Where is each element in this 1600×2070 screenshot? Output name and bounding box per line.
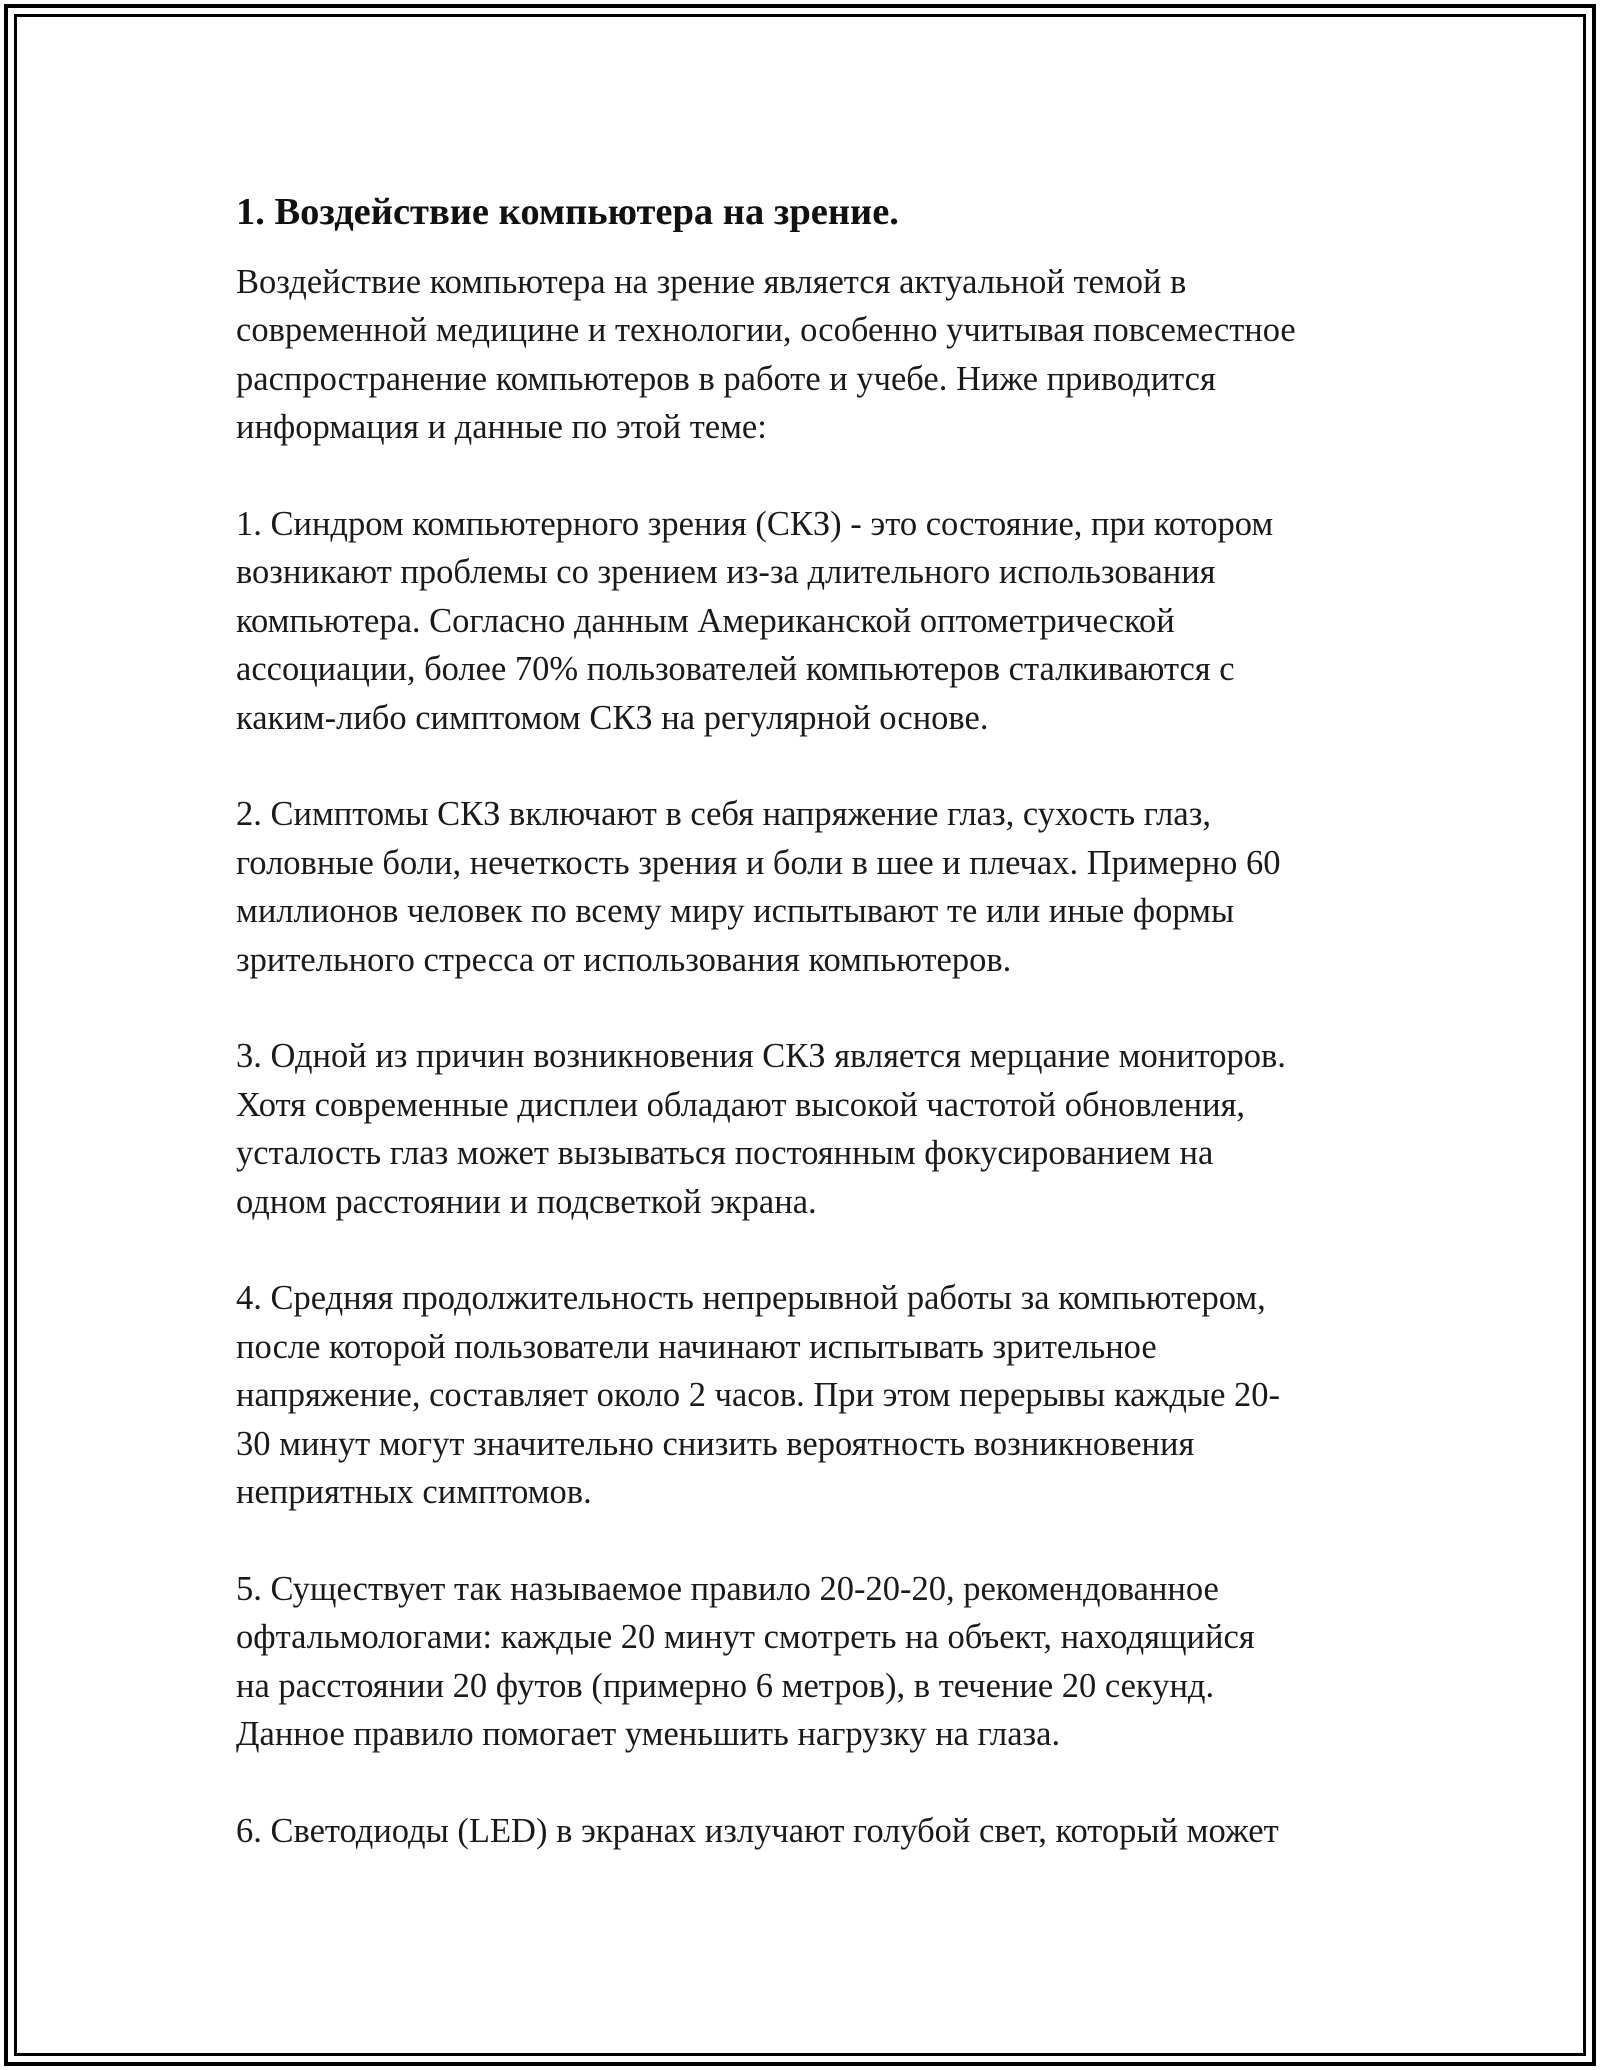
text-line: современной медицине и технологии, особенно учитывая повсеместное — [236, 311, 1296, 350]
document-body — [236, 186, 1366, 1904]
text-line: возникают проблемы со зрением из-за длительного использования — [236, 553, 1216, 592]
text-line: каким-либо симптомом СКЗ на регулярной основе. — [236, 698, 989, 737]
text-line: неприятных симптомов. — [236, 1473, 592, 1512]
text-line: 5. Существует так называемое правило 20-20-20, рекомендованное — [236, 1569, 1219, 1608]
text-line: зрительного стресса от использования компьютеров. — [236, 940, 1012, 979]
text-line: миллионов человек по всему миру испытывают те или иные формы — [236, 892, 1235, 931]
paragraph-item-1 — [236, 500, 1366, 742]
text-line: 2. Симптомы СКЗ включают в себя напряжение глаз, сухость глаз, — [236, 795, 1211, 834]
text-line: ассоциации, более 70% пользователей компьютеров сталкиваются с — [236, 650, 1235, 689]
text-line: офтальмологами: каждые 20 минут смотреть на объект, находящийся — [236, 1618, 1255, 1657]
text-line: 30 минут могут значительно снизить вероятность возникновения — [236, 1424, 1195, 1463]
paragraph-item-2 — [236, 790, 1366, 984]
text-line: 1. Синдром компьютерного зрения (СКЗ) - это состояние, при котором — [236, 505, 1274, 544]
paragraph-item-6 — [236, 1807, 1366, 1855]
text-line: 3. Одной из причин возникновения СКЗ является мерцание мониторов. — [236, 1037, 1286, 1076]
text-line: 4. Средняя продолжительность непрерывной работы за компьютером, — [236, 1279, 1266, 1318]
text-line: на расстоянии 20 футов (примерно 6 метров), в течение 20 секунд. — [236, 1666, 1215, 1705]
text-line: после которой пользователи начинают испытывать зрительное — [236, 1327, 1157, 1366]
document-title: 1. Воздействие компьютера на зрение. — [236, 191, 899, 233]
text-line: компьютера. Согласно данным Американской оптометрической — [236, 601, 1175, 640]
paragraph-item-5 — [236, 1565, 1366, 1759]
text-line: распространение компьютеров в работе и учебе. Ниже приводится — [236, 359, 1216, 398]
text-line: 6. Светодиоды (LED) в экранах излучают голубой свет, который может — [236, 1811, 1279, 1850]
text-line: одном расстоянии и подсветкой экрана. — [236, 1182, 817, 1221]
text-line: Данное правило помогает уменьшить нагрузку на глаза. — [236, 1715, 1061, 1754]
text-line: головные боли, нечеткость зрения и боли в шее и плечах. Примерно 60 — [236, 843, 1281, 882]
paragraph-item-3 — [236, 1032, 1366, 1226]
paragraph-intro — [236, 258, 1366, 452]
text-line: Хотя современные дисплеи обладают высокой частотой обновления, — [236, 1085, 1246, 1124]
text-line: Воздействие компьютера на зрение является актуальной темой в — [236, 263, 1187, 301]
text-line: напряжение, составляет около 2 часов. При этом перерывы каждые 20- — [236, 1376, 1280, 1415]
text-line: информация и данные по этой теме: — [236, 408, 767, 447]
paragraph-item-4 — [236, 1274, 1366, 1516]
text-line: усталость глаз может вызываться постоянным фокусированием на — [236, 1134, 1214, 1173]
